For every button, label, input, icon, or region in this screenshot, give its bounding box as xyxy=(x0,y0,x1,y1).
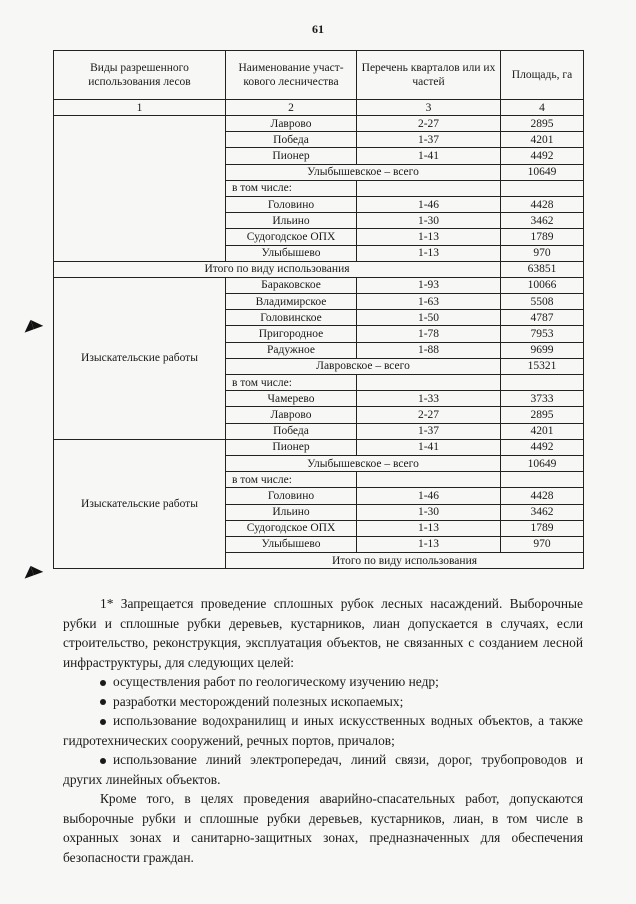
empty-cell xyxy=(357,180,501,196)
area: 4201 xyxy=(501,423,584,439)
binding-hole-mark-bottom: ◢◣ xyxy=(19,559,44,580)
area: 2895 xyxy=(501,407,584,423)
forestry-name: Владимирское xyxy=(226,294,357,310)
quarters: 1-41 xyxy=(357,148,501,164)
area: 970 xyxy=(501,245,584,261)
forestry-name: Победа xyxy=(226,423,357,439)
area: 7953 xyxy=(501,326,584,342)
forestry-name: Пригородное xyxy=(226,326,357,342)
forestry-name: Победа xyxy=(226,132,357,148)
area: 3462 xyxy=(501,213,584,229)
quarters: 1-78 xyxy=(357,326,501,342)
body-text xyxy=(63,594,583,867)
empty-cell xyxy=(357,375,501,391)
area: 2895 xyxy=(501,116,584,132)
bullet-dot xyxy=(100,699,106,705)
bullet-text: разработки месторождений полезных ископаемых; xyxy=(113,693,404,709)
forestry-name: Головино xyxy=(226,488,357,504)
subtotal-area: 15321 xyxy=(501,358,584,374)
table-row xyxy=(54,439,584,455)
bullet-text: осуществления работ по геологическому изучению недр; xyxy=(113,674,439,689)
forestry-name: Пионер xyxy=(226,148,357,164)
quarters: 2-27 xyxy=(357,407,501,423)
binding-hole-mark-top: ◢◣ xyxy=(19,313,44,334)
quarters: 1-30 xyxy=(357,504,501,520)
itogo-row xyxy=(54,261,584,277)
page-number: 61 xyxy=(312,22,324,36)
quarters: 1-37 xyxy=(357,423,501,439)
quarters: 1-41 xyxy=(357,439,501,455)
quarters: 1-13 xyxy=(357,229,501,245)
forestry-name: Ильино xyxy=(226,504,357,520)
column-number-row xyxy=(54,100,584,116)
empty-cell xyxy=(501,472,584,488)
col-number: 4 xyxy=(501,100,584,116)
quarters: 1-13 xyxy=(357,536,501,552)
forestry-name: Радужное xyxy=(226,342,357,358)
forestry-name: Ильино xyxy=(226,213,357,229)
forestry-name: Лаврово xyxy=(226,407,357,423)
bullet-item xyxy=(63,711,583,750)
quarters: 1-33 xyxy=(357,391,501,407)
quarters: 1-46 xyxy=(357,196,501,212)
forestry-name: Пионер xyxy=(226,439,357,455)
forestry-name: Головинское xyxy=(226,310,357,326)
quarters: 2-27 xyxy=(357,116,501,132)
forestry-name: Судогодское ОПХ xyxy=(226,520,357,536)
header-use-type: Виды разрешенного использования лесов xyxy=(54,51,226,100)
use-type-cell: Изыскательские работы xyxy=(54,277,226,439)
including-label: в том числе: xyxy=(226,180,357,196)
empty-cell xyxy=(501,375,584,391)
quarters: 1-13 xyxy=(357,520,501,536)
quarters: 1-50 xyxy=(357,310,501,326)
forestry-name: Улыбышево xyxy=(226,536,357,552)
quarters: 1-46 xyxy=(357,488,501,504)
area: 1789 xyxy=(501,520,584,536)
col-number: 1 xyxy=(54,100,226,116)
including-label: в том числе: xyxy=(226,375,357,391)
subtotal-area: 10649 xyxy=(501,164,584,180)
empty-cell xyxy=(357,472,501,488)
area: 4787 xyxy=(501,310,584,326)
use-type-cell: Изыскательские работы xyxy=(54,439,226,569)
table-row xyxy=(54,277,584,293)
quarters: 1-30 xyxy=(357,213,501,229)
area: 4492 xyxy=(501,148,584,164)
empty-cell xyxy=(501,180,584,196)
paragraph-emergency: Кроме того, в целях проведения аварийно-спасательных работ, допускаются выборочные рубки и сплошные рубки деревьев, кустарников, лиан, в том числе в охранных зонах и санитарно-защитных зонах, предназначенных для обеспечения безопасности граждан. xyxy=(63,791,583,865)
col-number: 3 xyxy=(357,100,501,116)
forestry-name: Судогодское ОПХ xyxy=(226,229,357,245)
subtotal-area: 10649 xyxy=(501,455,584,471)
area: 10066 xyxy=(501,277,584,293)
area: 4428 xyxy=(501,488,584,504)
forestry-name: Головино xyxy=(226,196,357,212)
use-type-cell-empty xyxy=(54,116,226,262)
header-forestry: Наименование участ-кового лесничества xyxy=(226,51,357,100)
bullet-dot xyxy=(100,758,106,764)
bullet-text: использование линий электропередач, линий связи, дорог, трубопроводов и других линейных объектов. xyxy=(63,752,583,787)
header-area: Площадь, га xyxy=(501,51,584,100)
quarters: 1-37 xyxy=(357,132,501,148)
col-number: 2 xyxy=(226,100,357,116)
forestry-name: Лаврово xyxy=(226,116,357,132)
forestry-name: Улыбышево xyxy=(226,245,357,261)
area: 970 xyxy=(501,536,584,552)
forestry-name: Бараковское xyxy=(226,277,357,293)
forestry-name: Чамерево xyxy=(226,391,357,407)
area: 4201 xyxy=(501,132,584,148)
forest-use-table xyxy=(53,50,584,569)
quarters: 1-88 xyxy=(357,342,501,358)
itogo-label: Итого по виду использования xyxy=(54,261,501,277)
itogo-area: 63851 xyxy=(501,261,584,277)
area: 1789 xyxy=(501,229,584,245)
quarters: 1-13 xyxy=(357,245,501,261)
subtotal-label: Улыбышевское – всего xyxy=(226,164,501,180)
area: 4492 xyxy=(501,439,584,455)
bullet-item xyxy=(63,692,583,712)
subtotal-label: Лавровское – всего xyxy=(226,358,501,374)
bullet-dot xyxy=(100,719,106,725)
area: 3733 xyxy=(501,391,584,407)
paragraph-restrictions: 1* Запрещается проведение сплошных рубок лесных насаждений. Выборочные рубки и сплошные рубки деревьев, кустарников, лиан допускается в случаях, если строительство, реконструкция, эксплуатация объектов, не связанных с созданием лесной инфраструктуры, для следующих целей: xyxy=(63,596,583,670)
table-header-row xyxy=(54,51,584,100)
bullet-text: использование водохранилищ и иных искусственных водных объектов, а также гидротехнических сооружений, речных портов, причалов; xyxy=(63,713,583,748)
including-label: в том числе: xyxy=(226,472,357,488)
area: 3462 xyxy=(501,504,584,520)
area: 4428 xyxy=(501,196,584,212)
quarters: 1-93 xyxy=(357,277,501,293)
bullet-item xyxy=(63,672,583,692)
subtotal-label: Улыбышевское – всего xyxy=(226,455,501,471)
area: 9699 xyxy=(501,342,584,358)
bullet-item xyxy=(63,750,583,789)
bullet-dot xyxy=(100,680,106,686)
itogo-label: Итого по виду использования xyxy=(226,553,584,569)
quarters: 1-63 xyxy=(357,294,501,310)
header-quarters: Перечень кварталов или их частей xyxy=(357,51,501,100)
area: 5508 xyxy=(501,294,584,310)
table-row xyxy=(54,116,584,132)
